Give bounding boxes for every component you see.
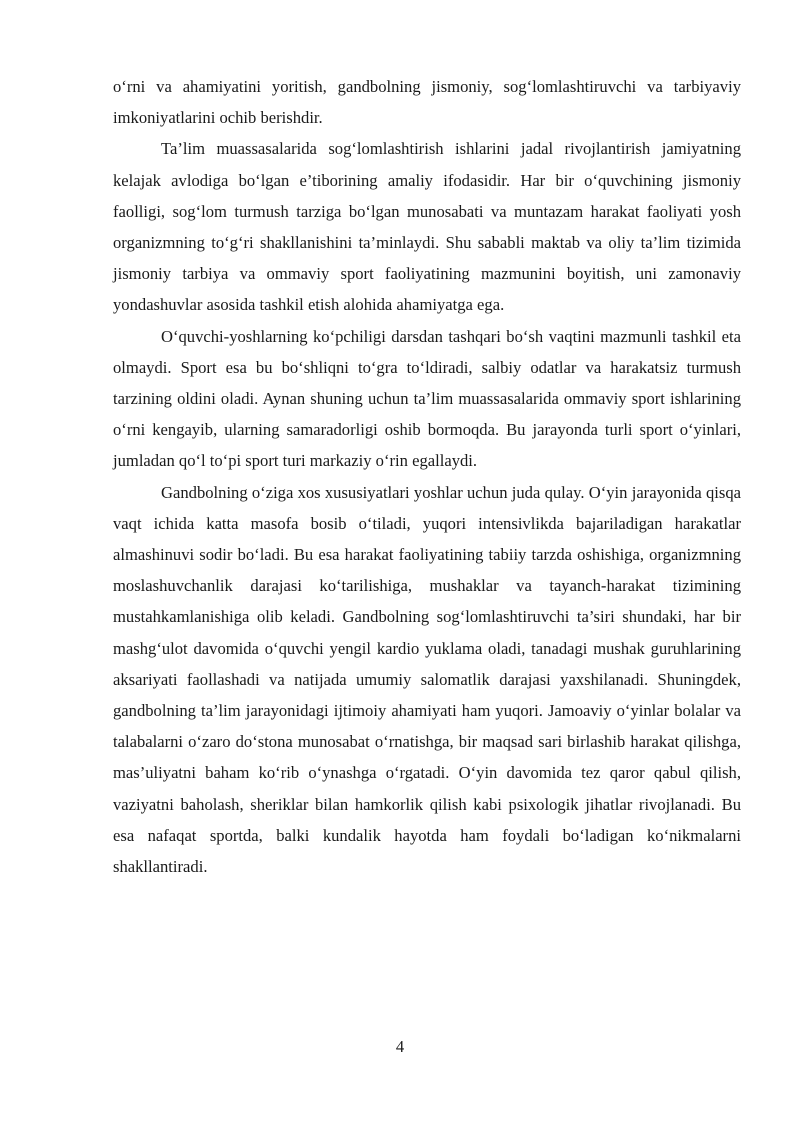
paragraph-health-programs: Ta’lim muassasalarida sog‘lomlashtirish ishlarini jadal rivojlantirish jamiyatning kelajak avlodiga bo‘lgan e’tiborining amaliy ifodasidir. Har bir o‘quvchining jismoniy faolligi, sog‘lom turmush tarziga bo‘lgan munosabati va muntazam harakat faoliyati yosh organizmning to‘g‘ri shakllanishini ta’minlaydi. Shu sababli maktab va oliy ta’lim tizimida jismoniy tarbiya va ommaviy sport faoliyatining mazmunini boyitish, uni zamonaviy yondashuvlar asosida tashkil etish alohida ahamiyatga ega. [113,139,741,315]
paragraph-free-time-sport: O‘quvchi-yoshlarning ko‘pchiligi darsdan tashqari bo‘sh vaqtini mazmunli tashkil eta olmaydi. Sport esa bu bo‘shliqni to‘gra to‘ldiradi, salbiy odatlar va harakatsiz turmush tarzining oldini oladi. Aynan shuning uchun ta’lim muassasalarida ommaviy sport ishlarining o‘rni kengayib, ularning samaradorligi oshib bormoqda. Bu jarayonda turli sport o‘yinlari, jumladan qo‘l to‘pi sport turi markaziy o‘rin egallaydi. [113,326,741,471]
paragraph-handball-features: Gandbolning o‘ziga xos xususiyatlari yoshlar uchun juda qulay. O‘yin jarayonida qisqa vaqt ichida katta masofa bosib o‘tiladi, yuqori intensivlikda bajariladigan harakatlar almashinuvi sodir bo‘ladi. Bu esa harakat faoliyatining tabiiy tarzda oshishiga, organizmning moslashuvchanlik darajasi ko‘tarilishiga, mushaklar va tayanch-harakat tizimining mustahkamlanishiga olib keladi. Gandbolning sog‘lomlashtiruvchi ta’siri shundaki, har bir mashg‘ulot davomida o‘quvchi yengil kardio yuklama oladi, tanadagi mushak guruhlarining aksariyati faollashadi va natijada umumiy salomatlik darajasi yaxshilanadi. Shuningdek, gandbolning ta’lim jarayonidagi ijtimoiy ahamiyati ham yuqori. Jamoaviy o‘yinlar bolalar va talabalarni o‘zaro do‘stona munosabat o‘rnatishga, bir maqsad sari birlashib harakat qilishga, mas’uliyatni baham ko‘rib o‘ynashga o‘rgatadi. O‘yin davomida tez qaror qabul qilish, vaziyatni baholash, sheriklar bilan hamkorlik qilish kabi psixologik jihatlar rivojlanadi. Bu esa nafaqat sportda, balki kundalik hayotda ham foydali bo‘ladigan ko‘nikmalarni shakllantiradi. [113,482,741,877]
body-text [113,71,741,882]
page-number: 4 [395,1037,405,1056]
paragraph-continuation: o‘rni va ahamiyatini yoritish, gandbolning jismoniy, sog‘lomlashtiruvchi va tarbiyaviy imkoniyatlarini ochib berishdir. [113,77,741,128]
